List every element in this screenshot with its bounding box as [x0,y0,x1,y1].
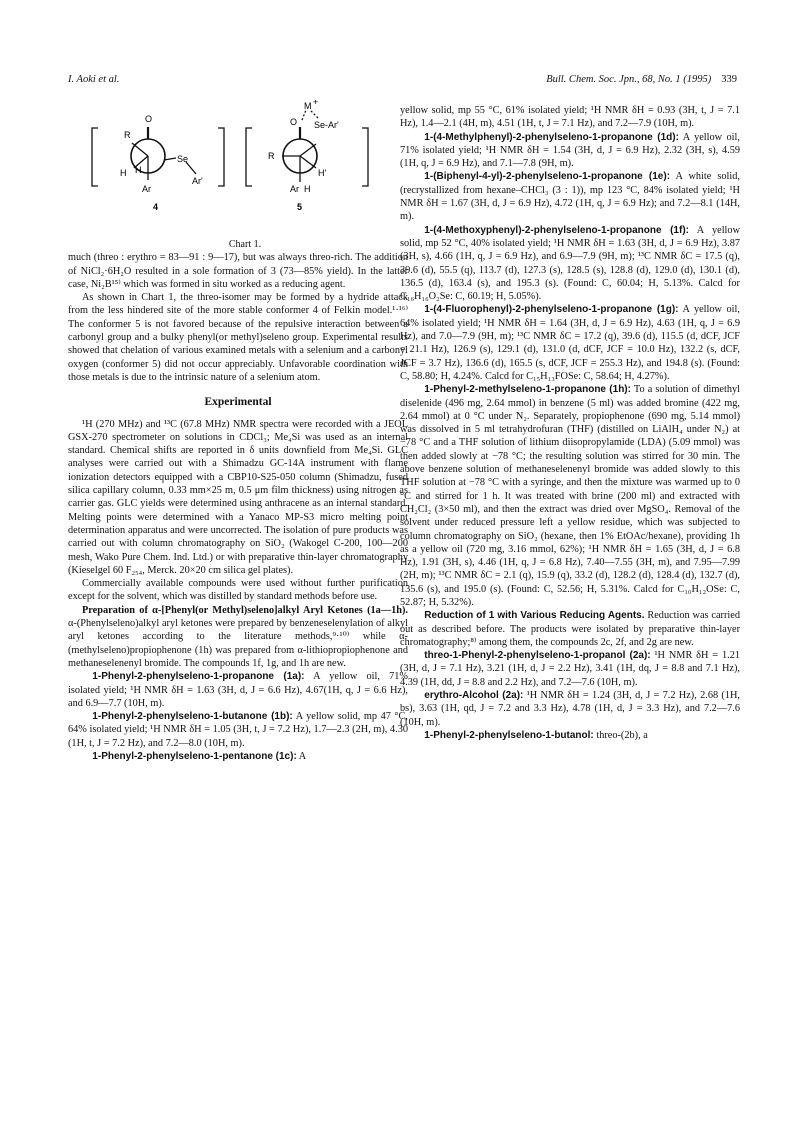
subsection-text: α-(Phenylseleno)alkyl aryl ketones were prepared by benzeneselenylation of alkyl aryl ketones according to the literature methods,⁹·¹⁰⁾ while α-(methylseleno)propiophenone (1h) was prepared from α-lithiopropiophenone and methaneselenenyl bromide. The compounds 1f, 1g, and 1h are new. [68,618,408,669]
journal-citation: Bull. Chem. Soc. Jpn., 68, No. 1 (1995) [546,74,712,85]
compound-title: 1-(Biphenyl-4-yl)-2-phenylseleno-1-propanone (1e): [424,171,671,183]
conformer-4 [92,127,224,186]
compound-1d [400,131,740,171]
compound-title: threo-1-Phenyl-2-phenylseleno-1-propanol (2a): [424,650,651,662]
left-column [68,100,408,763]
paragraph: yellow solid, mp 55 °C, 61% isolated yield; ¹H NMR δH = 0.93 (3H, t, J = 7.1 Hz), 1.4—2.1 (4H, m), 4.51 (1H, t, J = 7.1 Hz), and 7.2—7.9 (10H, m). [400,105,740,130]
label-5-O: O [290,117,298,127]
compound-2a-threo [400,649,740,689]
compound-text: A yellow oil, 71% isolated yield; ¹H NMR δH = 1.63 (3H, d, J = 6.6 Hz), 4.67(1H, q, J = 6.6 Hz), and 6.9—7.7 (10H, m). [68,671,408,709]
compound-title: erythro-Alcohol (2a): [424,690,524,702]
label-4-R: R [124,130,131,140]
label-5-R: R [268,151,275,161]
running-header-journal [475,74,737,85]
compound-title: 1-Phenyl-2-methylseleno-1-propanone (1h): [424,384,631,396]
compound-1b [68,710,408,750]
label-5-H-prime: H' [318,168,327,178]
running-header-authors: I. Aoki et al. [68,74,120,85]
compound-text: A [298,750,307,762]
label-conformer-5: 5 [297,202,303,212]
compound-text: A yellow solid, mp 52 °C, 40% isolated yield; ¹H NMR δH = 1.63 (3H, d, J = 6.9 Hz), 3.87 (3H, s), 4.66 (1H, q, J = 6.9 Hz), and 6.9—7.9 (9H, m); ¹³C NMR δC = 17.5 (q), 39.6 (d), 55.5 (q), 113.7 (d), 127.3 (s), 128.5 (s), 128.8 (d), 129.0 (d), 130.1 (d), 136.5 (d), 163.4 (s), and 195.3 (s). (Found: C, 60.04; H, 5.13%. Calcd for C₁₆H₁₆O₂Se: C, 60.19; H, 5.05%). [400,224,741,303]
compound-1a [68,670,408,710]
compound-text: A yellow oil, 64% isolated yield; ¹H NMR δH = 1.64 (3H, d, J = 6.9 Hz), 4.63 (1H, q, J = 6.9 Hz), and 7.0—7.9 (9H, m); ¹³C NMR δC = 17.2 (q), 39.6 (d), 115.5 (d, dCF, JCF = 21.1 Hz), 126.9 (s), 129.1 (d), 131.0 (d, dCF, JCF = 10.0 Hz), 132.2 (s, dCF, JCF = 3.7 Hz), 136.6 (d), 165.5 (s, dCF, JCF = 255.3 Hz), and 194.8 (s). (Found: C, 58.80; H, 4.24%. Calcd for C₁₅H₁₃FOSe: C, 58.64; H, 4.27%). [400,304,740,382]
label-5-Se-Ar: Se-Ar' [314,120,339,130]
label-5-H: H [304,184,311,194]
compound-title: 1-Phenyl-2-phenylseleno-1-butanone (1b): [92,711,293,723]
compound-1g [400,303,740,383]
compound-1e [400,170,740,223]
compound-text: A yellow oil, 71% isolated yield; ¹H NMR δH = 1.54 (3H, d, J = 6.9 Hz), 2.32 (3H, s), 4.59 (1H, q, J = 6.9 Hz), and 7.1—7.8 (9H, m). [400,131,740,170]
compound-text: A white solid, (recrystallized from hexane–CHCl₃ (3 : 1)), mp 123 °C, 84% isolated yield; ¹H NMR δH = 1.67 (3H, d, J = 6.9 Hz), 4.72 (1H, q, J = 6.9 Hz); and 7.2—8.1 (14H, m). [400,171,740,223]
compound-1f [400,224,740,304]
label-5-Ar: Ar [290,184,299,194]
compound-title: 1-(4-Methoxyphenyl)-2-phenylseleno-1-propanone (1f): [424,224,689,236]
compound-2a-erythro [400,689,740,729]
paragraph: Commercially available compounds were used without further purification except for the solvent, which was distilled by standard methods before use. [68,578,408,603]
subsection-title: Preparation of α-[Phenyl(or Methyl)seleno]alkyl Aryl Ketones (1a—1h). [82,604,408,616]
chart-caption: Chart 1. [228,239,262,250]
right-column [400,104,740,742]
compound-title: 1-(4-Fluorophenyl)-2-phenylseleno-1-propanone (1g): [424,304,679,316]
page-number: 339 [721,74,737,85]
compound-text: A yellow solid, mp 47 °C, 64% isolated yield; ¹H NMR δH = 1.05 (3H, t, J = 7.2 Hz), 1.7—2.3 (2H, m), 4.30 (1H, t, J = 7.2 Hz), and 7.2—8.0 (10H, m). [68,711,408,749]
compound-title: 1-Phenyl-2-phenylseleno-1-propanone (1a): [92,671,305,683]
label-4-O: O [145,114,153,124]
compound-title: 1-(4-Methylphenyl)-2-phenylseleno-1-propanone (1d): [424,131,679,143]
label-4-H2: H [135,165,142,175]
label-4-Ar: Ar [142,184,151,194]
subsection-title: Reduction of 1 with Various Reducing Agents. [424,610,645,622]
chart-1 [68,100,408,238]
compound-text: ¹H NMR δH = 1.24 (3H, d, J = 7.2 Hz), 2.68 (1H, bs), 3.63 (1H, qd, J = 7.2 and 3.3 Hz), 4.78 (1H, d, J = 3.3 Hz), and 7.2—7.6 (10H, m). [400,690,741,728]
compound-text: To a solution of dimethyl diselenide (496 mg, 2.64 mmol) in benzene (5 ml) was added bromine (422 mg, 2.64 mmol) at 0 °C under N₂. Separately, propiophenone (690 mg, 5.14 mmol) was dissolved in 5 ml tetrahydrofuran (THF) (distilled on LiAlH₄ under N₂) at −78 °C and a THF solution of lithium diisopropylamide (LDA) (5.09 mmol) was then added slowly at −78 °C; the resulting solution was stirred for 30 min. The above benzene solution of methaneselenenyl bromide was added slowly to this THF solution at −78 °C with a syringe, and then the mixture was warmed up to 0 °C and stirred for 1 h. It was treated with brine (200 ml) and extracted with CH₂Cl₂ (3×50 ml), and then the extract was dried over MgSO₄. Removal of the solvent under reduced pressure left a yellow residue, which was subjected to column chromatography on SiO₂ (hexane, then 1% EtOAc/hexane), providing 1h as a yellow oil (720 mg, 3.16 mmol, 62%); ¹H NMR δH = 1.65 (3H, d, J = 6.8 Hz), 1.91 (3H, s), 4.46 (1H, q, J = 6.8 Hz), 7.40—7.55 (3H, m), and 7.95—7.99 (2H, m); ¹³C NMR δC = 2.1 (q), 15.9 (q), 33.2 (d), 128.2 (d), 128.4 (d), 132.7 (d), 135.6 (s), and 195.0 (s). (Found: C, 52.56; H, 5.31%. Calcd for C₁₀H₁₂OSe: C, 52.87; H, 5.32%). [400,384,740,608]
paragraph: ¹H (270 MHz) and ¹³C (67.8 MHz) NMR spectra were recorded with a JEOL GSX-270 spectrometer on solutions in CDCl₃; Me₄Si was used as an internal standard. Chemical shifts are reported in δ units downfield from Me₄Si. GLC analyses were carried out with a Shimadzu GC-14A instrument with flame ionization detectors equipped with a CBP10-S25-050 column (Shimadzu, fused silica capillary column, 0.33 mm×25 m, 0.5 μm film thickness) using nitrogen as carrier gas. GLC yields were determined using anthracene as an internal standard. Melting points were determined with a Yanaco MP-S3 micro melting point determination apparatus and were uncorrected. The isolation of pure products was carried out with column chromatography on SiO₂ (Wakogel C-200, 100—200 mesh, Wako Pure Chem. Ind. Ltd.) or with preparative thin-layer chromatography (Kieselgel 60 F₂₅₄, Merck. 20×20 cm silica gel plates). [68,418,408,576]
paragraph: As shown in Chart 1, the threo-isomer may be formed by a hydride attack from the less hindered site of the more stable conformer 4 of Felkin model.¹·¹⁶⁾ The conformer 5 is not favored because of the repulsive interaction between a carbonyl group and a bulky phenyl(or methyl)seleno group. Experimental results showed that chelation of various examined metals with a selenium and a carbonyl oxygen (conformer 5) did not occur appreciably. Unfavorable coordination with those metals is due to the intrinsic nature of a selenium atom. [68,292,408,383]
compound-title: 1-Phenyl-2-phenylseleno-1-butanol: [424,729,594,741]
compound-2b [400,729,740,742]
label-4-Se: Se [177,154,189,164]
label-4-Ar-prime: Ar' [192,176,203,186]
subsection-reduction [400,609,740,649]
compound-text: threo-(2b), a [596,729,648,741]
newman-projections [68,100,408,224]
label-conformer-4: 4 [153,202,159,212]
section-heading-experimental: Experimental [204,396,272,409]
label-5-M-charge: + [313,100,319,107]
compound-text: ¹H NMR δH = 1.21 (3H, d, J = 7.1 Hz), 3.21 (1H, d, J = 2.2 Hz), 3.41 (1H, dq, J = 8.8 and 7.1 Hz), 4.39 (1H, dd, J = 8.8 and 2.2 Hz), and 7.2—7.6 (10H, m). [400,650,740,688]
label-4-H1: H [120,168,127,178]
label-5-M: M [304,101,312,111]
subsection-text: Reduction was carried out as described before. The products were isolated by preparative thin-layer chromatography;⁸⁾ among them, the compounds 2c, 2f, and 2g are new. [400,610,740,648]
subsection-preparation [68,604,408,670]
compound-title: 1-Phenyl-2-phenylseleno-1-pentanone (1c): [92,750,297,762]
paragraph: much (threo : erythro = 83—91 : 9—17), but was always threo-rich. The addition of NiCl₂·6H₂O resulted in a sole formation of 3 (73—85% yield). In the latter case, Ni₂B¹⁵⁾ which was formed in situ worked as a reducing agent. [68,252,408,290]
compound-1c [68,750,408,763]
conformer-5 [246,110,368,186]
compound-1h [400,383,740,609]
